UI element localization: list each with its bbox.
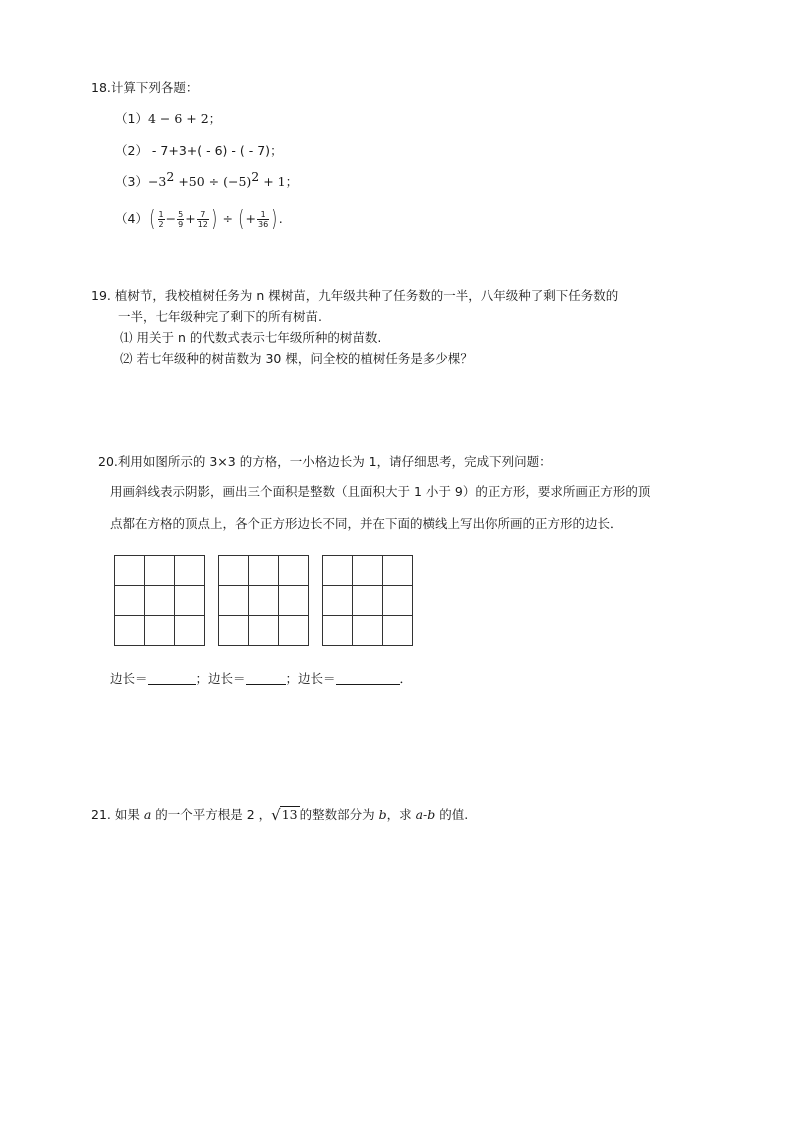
q18-part-2 [115, 143, 283, 159]
q18-part-4-label: （4） [115, 211, 148, 226]
q18-part-3-a: −3 [147, 174, 167, 189]
grid-line [323, 585, 412, 586]
grid-line [352, 556, 353, 645]
grid-line [144, 556, 145, 645]
fraction-numerator: 1 [158, 210, 164, 219]
q19-sub-2: ⑵ 若七年级种的树苗数为 30 棵，问全校的植树任务是多少棵？ [120, 351, 473, 366]
q20-line-1: 20.利用如图所示的 3×3 的方格，一小格边长为 1，请仔细思考，完成下列问题： [98, 454, 552, 469]
q18-part-3-b-exp: 2 [251, 169, 260, 184]
right-paren: ) [211, 206, 218, 232]
q21-line [91, 806, 468, 823]
fraction-numerator: 1 [257, 210, 269, 220]
plus-op: + [185, 211, 196, 226]
var-b: b [378, 807, 387, 822]
fraction-7-12 [197, 210, 209, 229]
q21-mid-2: 的整数部分为 [299, 807, 379, 822]
fraction-denominator: 12 [197, 220, 208, 229]
side-length-label-3: ；边长＝ [285, 671, 336, 686]
var-a: a [143, 807, 152, 822]
q19-line-1: 19. 植树节，我校植树任务为 n 棵树苗，九年级共种了任务数的一半，八年级种了剩下任务数的 [91, 288, 619, 303]
radical-icon: √ [271, 806, 281, 824]
grid-line [323, 615, 412, 616]
grid-line [248, 556, 249, 645]
fraction-denominator: 2 [158, 220, 164, 229]
q18-part-2-expr: - 7+3+( - 6) - ( - 7) [147, 143, 271, 158]
fraction-1-36 [257, 210, 269, 229]
q21-mid-1: 的一个平方根是 2 ， [151, 807, 272, 822]
q18-part-1-end: ； [208, 111, 222, 126]
grid-line [115, 585, 204, 586]
plus-sign: + [245, 211, 257, 226]
grid-3x3-2[interactable] [218, 555, 309, 646]
left-paren: ( [238, 206, 245, 232]
fraction-numerator: 5 [178, 210, 184, 219]
q18-part-4-end: . [278, 211, 283, 226]
q21-end: 的值. [435, 807, 469, 822]
grid-line [382, 556, 383, 645]
q18-part-2-end: ； [270, 143, 283, 158]
answer-blank-2[interactable] [246, 672, 286, 685]
q20-line-3: 点都在方格的顶点上，各个正方形边长不同，并在下面的横线上写出你所画的正方形的边长． [110, 516, 623, 531]
q18-part-3-b: +50 ÷ (−5) [174, 174, 252, 189]
q18-part-1-label: （1） [115, 111, 148, 126]
fraction-denominator: 36 [258, 220, 269, 229]
q19-sub-1: ⑴ 用关于 n 的代数式表示七年级所种的树苗数. [120, 330, 382, 345]
q21-mid-3: ，求 [386, 807, 416, 822]
grid-line [219, 585, 308, 586]
minus-op: − [165, 211, 177, 226]
q18-part-3-end: ； [285, 174, 299, 189]
side-length-label-1: 边长＝ [110, 671, 148, 686]
side-length-label-2: ；边长＝ [195, 671, 246, 686]
q18-part-4 [115, 206, 283, 232]
answer-blank-3[interactable] [336, 672, 400, 685]
q18-part-3-a-exp: 2 [166, 169, 175, 184]
left-paren: ( [149, 206, 156, 232]
q19-line-2: 一半，七年级种完了剩下的所有树苗. [118, 309, 322, 324]
answer-end: ． [399, 671, 413, 686]
q18-part-3 [115, 169, 299, 190]
fraction-denominator: 9 [178, 220, 184, 229]
fraction-numerator: 7 [197, 210, 209, 220]
fraction-5-9 [177, 210, 184, 229]
q18-part-3-label: （3） [115, 174, 148, 189]
divide-op: ÷ [222, 211, 233, 226]
q18-part-3-c: + 1 [259, 174, 286, 189]
grid-line [174, 556, 175, 645]
q20-answer-line [110, 671, 412, 687]
q18-part-1-expr: 4 − 6 + 2 [147, 111, 209, 126]
q18-part-2-label: （2） [115, 143, 148, 158]
q18-title: 18.计算下列各题： [91, 80, 199, 95]
q20-line-2: 用画斜线表示阴影，画出三个面积是整数（且面积大于 1 小于 9）的正方形，要求所画正方形的顶 [110, 484, 651, 499]
grid-3x3-3[interactable] [322, 555, 413, 646]
sqrt-13 [271, 806, 299, 823]
grid-3x3-1[interactable] [114, 555, 205, 646]
radicand: 13 [281, 807, 298, 822]
expr-a-minus-b: a-b [415, 807, 436, 822]
grid-line [278, 556, 279, 645]
q18-part-1 [115, 111, 221, 127]
right-paren: ) [271, 206, 278, 232]
fraction-1-2 [158, 210, 165, 229]
answer-blank-1[interactable] [148, 672, 196, 685]
grid-line [219, 615, 308, 616]
q21-prefix: 21. 如果 [91, 807, 144, 822]
grid-line [115, 615, 204, 616]
